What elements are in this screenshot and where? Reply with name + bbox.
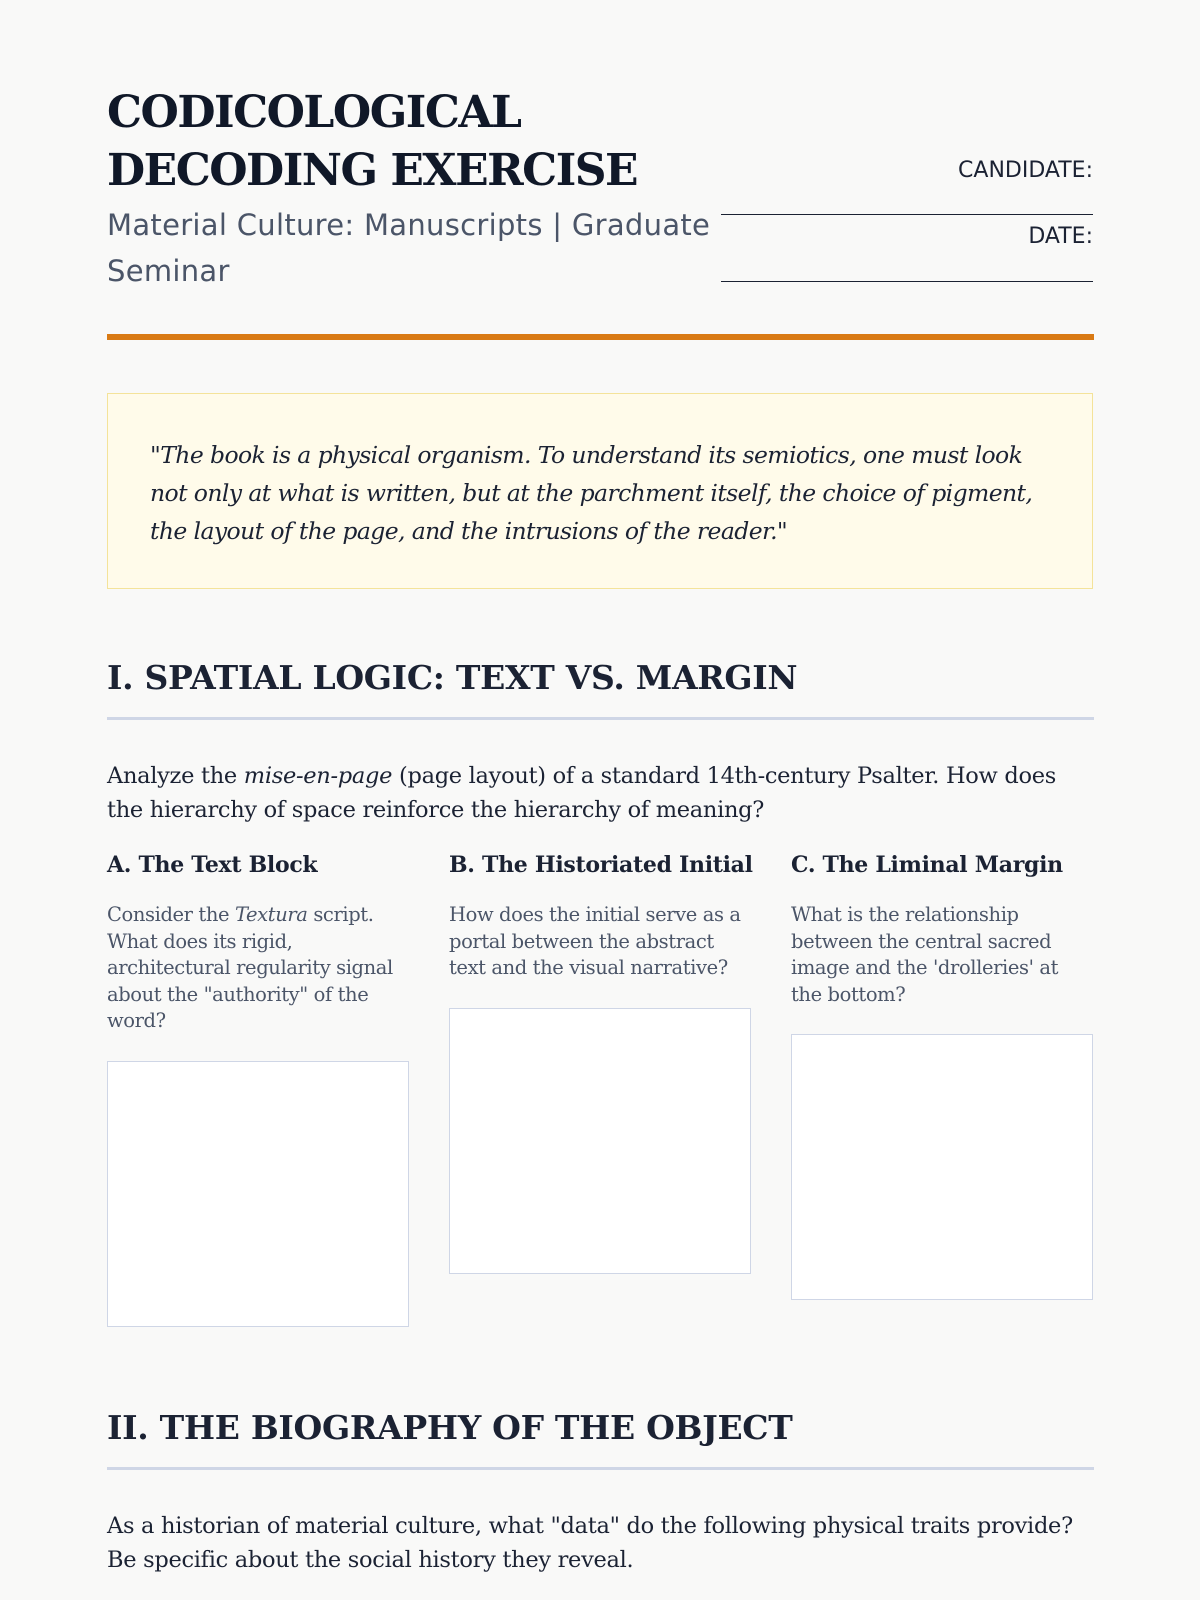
question-a-text-start: Consider the <box>107 903 235 926</box>
date-label: DATE: <box>1028 224 1093 249</box>
question-column-a <box>107 852 409 1327</box>
section-1-prompt <box>107 760 1087 827</box>
course-subtitle: Material Culture: Manuscripts | Graduate Seminar <box>107 208 711 288</box>
section-2-prompt: As a historian of material culture, what "data" do the following physical traits provide? Be specific about the social history they reveal. <box>107 1513 1073 1573</box>
title-line-1: CODICOLOGICAL <box>107 87 521 138</box>
page-title <box>107 84 667 200</box>
header <box>107 84 1093 294</box>
candidate-label: CANDIDATE: <box>958 158 1093 183</box>
section-1-title: I. SPATIAL LOGIC: TEXT VS. MARGIN <box>107 658 798 697</box>
prompt-term: mise-en-page <box>243 763 393 789</box>
epigraph-quote-box <box>107 393 1093 589</box>
question-a-prompt <box>107 902 409 1035</box>
question-c-prompt: What is the relationship between the central sacred image and the 'drolleries' at the bottom? <box>791 903 1059 1006</box>
prompt-text-end: (page layout) of a standard 14th-century Psalter. How does the hierarchy of space reinforce the hierarchy of meaning? <box>107 763 1056 823</box>
answer-box-b[interactable] <box>449 1008 751 1274</box>
question-a-term: Textura <box>234 903 308 926</box>
answer-box-c[interactable] <box>791 1034 1093 1300</box>
candidate-field[interactable] <box>721 214 1093 215</box>
question-a-text-end: script. What does its rigid, architectural regularity signal about the "authority" of the word? <box>107 903 393 1032</box>
header-divider <box>107 334 1094 340</box>
section-2-title: II. THE BIOGRAPHY OF THE OBJECT <box>107 1408 793 1447</box>
epigraph-quote: "The book is a physical organism. To understand its semiotics, one must look not only at what is written, but at the parchment itself, the choice of pigment, the layout of the page, and the intrusions of the reader." <box>150 441 1033 545</box>
question-column-b <box>449 852 751 1274</box>
question-c-title: C. The Liminal Margin <box>791 852 1063 878</box>
question-b-prompt: How does the initial serve as a portal between the abstract text and the visual narrative? <box>449 903 741 979</box>
question-column-c <box>791 852 1093 1300</box>
section-2-divider <box>107 1467 1094 1470</box>
answer-box-a[interactable] <box>107 1061 409 1327</box>
prompt-text-start: Analyze the <box>107 763 244 789</box>
title-line-2: DECODING EXERCISE <box>107 145 638 196</box>
question-a-title: A. The Text Block <box>107 852 318 878</box>
date-field[interactable] <box>721 281 1093 282</box>
question-b-title: B. The Historiated Initial <box>449 852 753 878</box>
section-1-divider <box>107 717 1094 720</box>
